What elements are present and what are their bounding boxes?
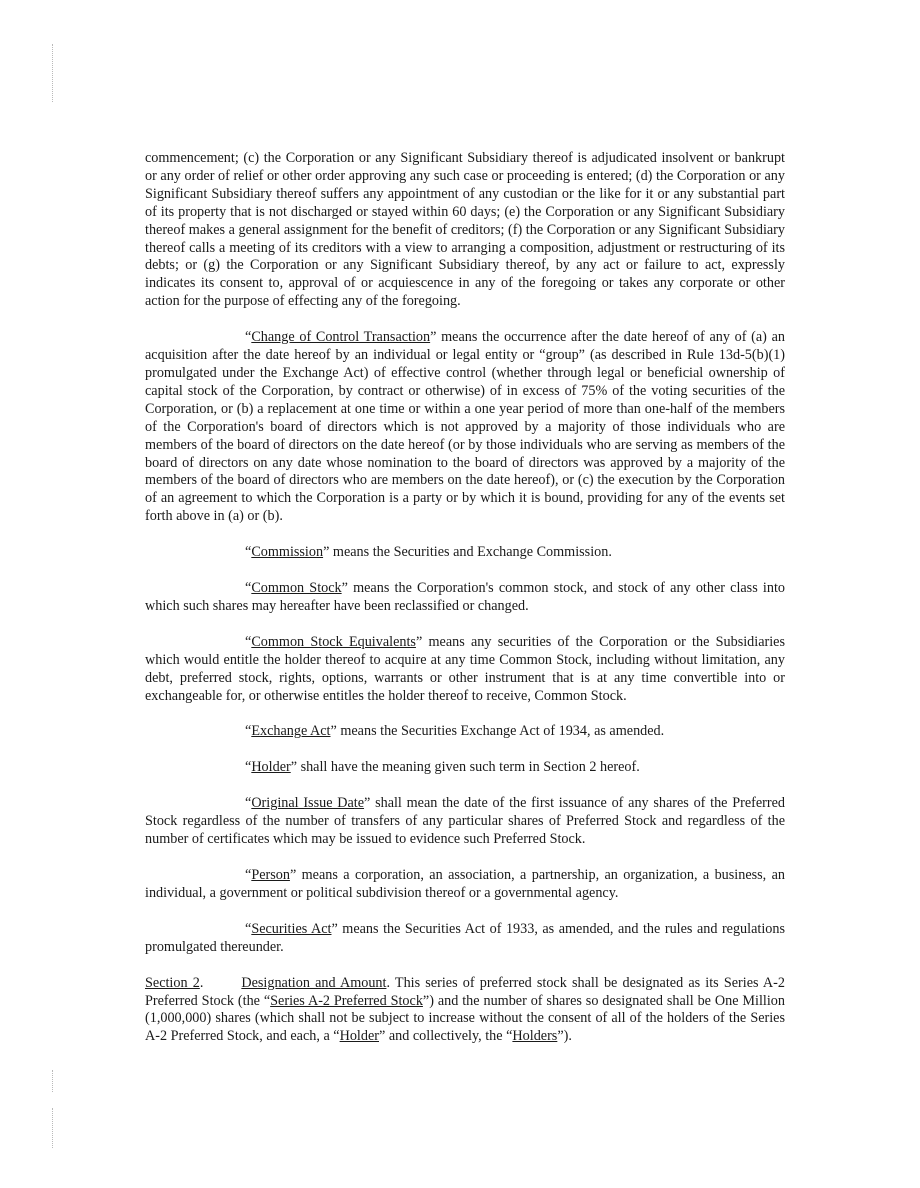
section-text: . This series of preferred stock shall be designated as its Series A-2 Preferred Stock (the “: [145, 974, 785, 1009]
section-text: ” and collectively, the “: [379, 1028, 513, 1045]
definition-change-of-control: “Change of Control Transaction” means the occurrence after the date hereof of any of (a) an acquisition after the date hereof by an individual or legal entity or “group” (as described in Rule 13d-5(b)(1) promulgated under the Exchange Act) of effective control (whether through legal or beneficial ownership of capital stock of the Corporation, by contract or otherwise) of in excess of 75% of the voting securities of the Corporation, or (b) a replacement at one time or within a one year period of more than one-half of the members of the Corporation's board of directors which is not approved by a majority of those individuals who are members of the board of directors on the date hereof (or by those individuals who are serving as members of the board of directors on any date whose nomination to the board of directors was approved by a majority of the members of the board of directors who are members on the date hereof), or (c) the execution by the Corporation of an agreement to which the Corporation is a party or by which it is bound, providing for any of the events set forth above in (a) or (b).: [145, 329, 785, 525]
document-body: [145, 150, 785, 1064]
defined-term: Common Stock Equivalents: [251, 633, 416, 650]
definition-commission: “Commission” means the Securities and Exchange Commission.: [245, 544, 612, 561]
section-number-period: .: [199, 974, 204, 991]
definition-text: ” shall mean the date of the first issuance of any shares of the Preferred Stock regardless of the number of transfers of any particular shares of Preferred Stock and regardless of the number of certificates which may be issued to evidence such Preferred Stock.: [145, 795, 785, 848]
definition-text: ” means a corporation, an association, a partnership, an organization, a business, an individual, a government or political subdivision thereof or a governmental agency.: [145, 867, 785, 901]
definition-securities-act: “Securities Act” means the Securities Act of 1933, as amended, and the rules and regulations promulgated thereunder.: [145, 920, 785, 955]
definition-original-issue-date: “Original Issue Date” shall mean the date of the first issuance of any shares of the Preferred Stock regardless of the number of transfers of any particular shares of Preferred Stock and regardless of the number of certificates which may be issued to evidence such Preferred Stock.: [145, 795, 785, 848]
definition-text: ” means the Securities Act of 1933, as amended, and the rules and regulations promulgated thereunder.: [145, 920, 785, 955]
defined-term: Series A-2 Preferred Stock: [270, 992, 423, 1009]
defined-term: Original Issue Date: [251, 795, 365, 812]
defined-term: Change of Control Transaction: [251, 329, 431, 346]
defined-term: Exchange Act: [251, 723, 331, 740]
definition-text: ” means the occurrence after the date hereof of any of (a) an acquisition after the date hereof by an individual or legal entity or “group” (as described in Rule 13d-5(b)(1) promulgated under the Exchange Act) of effective control (whether through legal or beneficial ownership of capital stock of the Corporation, by contract or otherwise) of in excess of 75% of the voting securities of the Corporation, or (b) a replacement at one time or within a one year period of more than one-half of the members of the Corporation's board of directors which is not approved by a majority of those individuals who are members of the board of directors on the date hereof (or by those individuals who are serving as members of the board of directors on any date whose nomination to the board of directors was approved by a majority of the members of the board of directors who are members on the date hereof), or (c) the execution by the Corporation of an agreement to which the Corporation is a party or by which it is bound, providing for any of the events set forth above in (a) or (b).: [145, 329, 785, 525]
defined-term: Common Stock: [251, 580, 342, 597]
definition-text: ” means the Corporation's common stock, and stock of any other class into which such shares may hereafter have been reclassified or changed.: [145, 580, 785, 614]
defined-term: Holder: [251, 759, 291, 776]
definition-common-stock: “Common Stock” means the Corporation's common stock, and stock of any other class into which such shares may hereafter have been reclassified or changed.: [145, 580, 785, 614]
scan-margin-mark: [52, 1108, 55, 1148]
section-number: Section 2: [145, 974, 200, 991]
definition-text: ” means the Securities and Exchange Commission.: [323, 544, 612, 561]
section-text: ”) and the number of shares so designated shall be One Million (1,000,000) shares (which shall not be subject to increase without the consent of all of the holders of the Series A-2 Preferred Stock, and each, a “: [145, 992, 785, 1045]
definition-exchange-act: “Exchange Act” means the Securities Exchange Act of 1934, as amended.: [245, 723, 665, 740]
defined-term: Securities Act: [251, 920, 332, 937]
scan-margin-mark: [52, 44, 55, 102]
section-text: ”).: [557, 1028, 572, 1045]
definition-text: ” shall have the meaning given such term in Section 2 hereof.: [290, 759, 640, 776]
section-2: [145, 975, 785, 1047]
defined-term: Person: [251, 867, 290, 883]
definition-holder: “Holder” shall have the meaning given such term in Section 2 hereof.: [245, 759, 640, 776]
definition-text: ” means any securities of the Corporation or the Subsidiaries which would entitle the holder thereof to acquire at any time Common Stock, including without limitation, any debt, preferred stock, rights, options, warrants or other instrument that is at any time convertible into or exchangeable for, or otherwise entitles the holder thereof to receive, Common Stock.: [145, 633, 785, 704]
definition-person: “Person” means a corporation, an association, a partnership, an organization, a business, an individual, a government or political subdivision thereof or a governmental agency.: [145, 867, 785, 901]
definition-common-stock-equivalents: “Common Stock Equivalents” means any securities of the Corporation or the Subsidiaries which would entitle the holder thereof to acquire at any time Common Stock, including without limitation, any debt, preferred stock, rights, options, warrants or other instrument that is at any time convertible into or exchangeable for, or otherwise entitles the holder thereof to receive, Common Stock.: [145, 633, 785, 704]
defined-term: Holders: [512, 1028, 558, 1045]
section-heading: Designation and Amount: [241, 974, 387, 991]
definition-text: ” means the Securities Exchange Act of 1934, as amended.: [330, 723, 665, 740]
defined-term: Holder: [339, 1028, 379, 1045]
paragraph-continuation: commencement; (c) the Corporation or any Significant Subsidiary thereof is adjudicated insolvent or bankrupt or any order of relief or other order approving any such case or proceeding is entered; (d) the Corporation or any Significant Subsidiary thereof suffers any appointment of any custodian or the like for it or any substantial part of its property that is not discharged or stayed within 60 days; (e) the Corporation or any Significant Subsidiary thereof makes a general assignment for the benefit of creditors; (f) the Corporation or any Significant Subsidiary thereof calls a meeting of its creditors with a view to arranging a composition, adjustment or restructuring of its debts; or (g) the Corporation or any Significant Subsidiary thereof, by any act or failure to act, expressly indicates its consent to, approval of or acquiescence in any of the foregoing or takes any corporate or other action for the purpose of effecting any of the foregoing.: [145, 150, 785, 310]
scan-margin-mark: [52, 1070, 55, 1092]
defined-term: Commission: [251, 544, 324, 561]
